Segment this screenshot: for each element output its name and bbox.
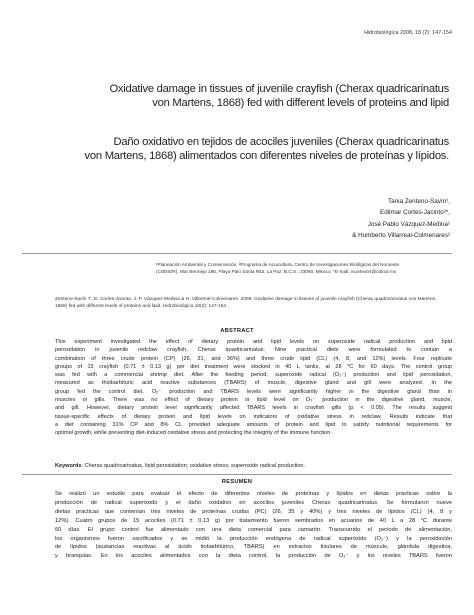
- keywords: [55, 462, 452, 470]
- resumen-line: 12%). Cuatro grupos de 15 acociles (0.71 ± 0.13 g) por tratamiento fueron sembrados en acuarios de 40 L a 28 °C durante: [55, 517, 452, 524]
- resumen-line: y branquias. En los acociles alimentados con la dieta control, la producción de O₂⁻ y los niveles TBARS fueron: [55, 553, 452, 560]
- author: Edilmar Cortes-Jacinto²*,: [380, 209, 450, 217]
- abstract-body: [55, 338, 452, 437]
- abstract-line: a diet containing 31% CP and 8% CL provided adequate amounts of protein and lipid to satisfy nutritional requirements for: [55, 421, 452, 428]
- abstract-line: group fed the control diet, O₂⁻ production and TBARS levels were significantly higher in the digestive gland than in: [55, 388, 452, 395]
- citation-line: 1868) fed with different levels of proteins and lipid. Hidrobiológica 18(2): 147-154.: [55, 304, 228, 310]
- title-english-line: Oxidative damage in tissues of juvenile crayfish (Cherax quadricarinatus: [109, 83, 449, 95]
- affiliation-line: ¹Planeación Ambiental y Conservación, ²Programa de Acuicultura, Centro de Investigaciones Biológicas del Noroeste: [156, 262, 400, 267]
- resumen-heading: RESUMEN: [221, 479, 253, 485]
- resumen-line: producción de radical superóxido y el daño oxidativo en acociles juveniles Cherax quadricarinatus. Se formularon nueve: [55, 499, 452, 506]
- keywords-label: Keywords: [55, 463, 82, 469]
- resumen-line: Se realizó un estudio para evaluar el efecto de diferentes niveles de proteínas y lípidos en dietas prácticas sobre la: [55, 491, 452, 497]
- title-english: [49, 82, 449, 110]
- abstract-line: combination of three crude protein (CP) (26, 31, and 36%) and three crude lipid (CL) (4, 8, and 12%) levels. Four replicate: [55, 355, 452, 362]
- title-spanish-line: von Martens, 1868) alimentados con diferentes niveles de proteínas y lípidos.: [84, 150, 449, 162]
- section-divider: [22, 474, 452, 475]
- abstract-heading: ABSTRACT: [220, 328, 254, 334]
- citation: [55, 296, 452, 311]
- title-spanish: [49, 135, 449, 163]
- abstract-line: was fed with a commercial shrimp diet. After the feeding period, superoxide radical (O₂⁻) production and lipid peroxidation,: [55, 372, 452, 379]
- running-head: Hidrobiológica 2008, 18 (2): 147-154: [364, 30, 452, 36]
- affiliation: [156, 261, 452, 275]
- author-list: [352, 196, 450, 242]
- resumen-line: los organismos fueron sacrificados y se midió la producción endógena de radical superóxido (O₂⁻) y la peroxidación: [55, 535, 452, 542]
- affiliation-divider: [22, 253, 452, 254]
- author: José Pablo Vázquez-Medina¹: [367, 220, 450, 228]
- abstract-line: peroxidation in juvenile redclaw crayfish, Cherax quadricarinatus. Nine practical diets were formulated to contain a: [55, 347, 452, 354]
- resumen-line: dietas prácticas que contenían tres niveles de proteínas crudas (PC) (26, 35 y 40%) y tres niveles de lípidos (CL) (4, 8 y: [55, 508, 452, 515]
- abstract-line: and gill. However, dietary protein level significantly affected TBARS levels in crayfish gills (p < 0.05). The results suggest: [55, 405, 452, 412]
- affiliation-line: (CIBNOR), Mar Bermejo 195, Playa Palo Santa Rita, La Paz, B.C.S., 23090, México. *E-mail: ecortes04@cibnor.mx: [156, 269, 397, 275]
- resumen-line: 60 días. El grupo control fue alimentado con una dieta comercial para camarón. Transcurrido el periodo de alimentación,: [55, 526, 452, 533]
- resumen-line: de lípidos (sustancias reactivas al ácido tiobarbitúrico, TBARS) en extractos tisulares de músculo, glándula digestiva,: [55, 544, 452, 551]
- abstract-line: groups of 15 crayfish (0.71 ± 0.13 g) per diet treatment were stocked in 40 L tanks, at 28 °C for 60 days. The control group: [55, 363, 452, 370]
- abstract-line: This experiment investigated the effect of dietary protein and lipid levels on superoxide radical production and lipid: [55, 339, 452, 345]
- abstract-line: measured as thiobarbituric acid reactive substances (TBARS) of muscle, digestive gland and gill were analyzed. In the: [55, 380, 452, 387]
- title-english-line: von Martens, 1868) fed with different levels of proteins and lipid: [152, 97, 449, 109]
- title-spanish-line: Daño oxidativo en tejidos de acociles juveniles (Cherax quadricarinatus: [113, 136, 449, 148]
- author: & Humberto Villarreal-Colmenares²: [352, 232, 450, 240]
- abstract-line: muscles or gills. There was no effect of dietary protein or lipid level on O₂⁻ production in the digestive gland, muscle,: [55, 396, 452, 403]
- citation-line: Zenteno-Savín T., E. Cortes-Jacinto, J. P. Vázquez-Medina & H. Villarreal-Colmenares. 2008. Oxidative damage in tissues of juvenile crayfish (Cherax quadricarinatus von Martens,: [55, 297, 437, 302]
- author: Tania Zenteno-Savín¹,: [388, 198, 450, 205]
- abstract-line: tissue-specific effects of dietary protein and lipid levels on indicators of oxidative stress in redclaw. Results indicate that: [55, 413, 452, 420]
- resumen-body: [55, 490, 452, 561]
- abstract-line: optimal growth, while preventing diet-induced oxidative stress and protecting the integrity of the immune function.: [55, 430, 332, 437]
- keywords-text: : Cherax quadricarinatus, lipid peroxidation; oxidative stress; superoxide radical production.: [81, 463, 306, 469]
